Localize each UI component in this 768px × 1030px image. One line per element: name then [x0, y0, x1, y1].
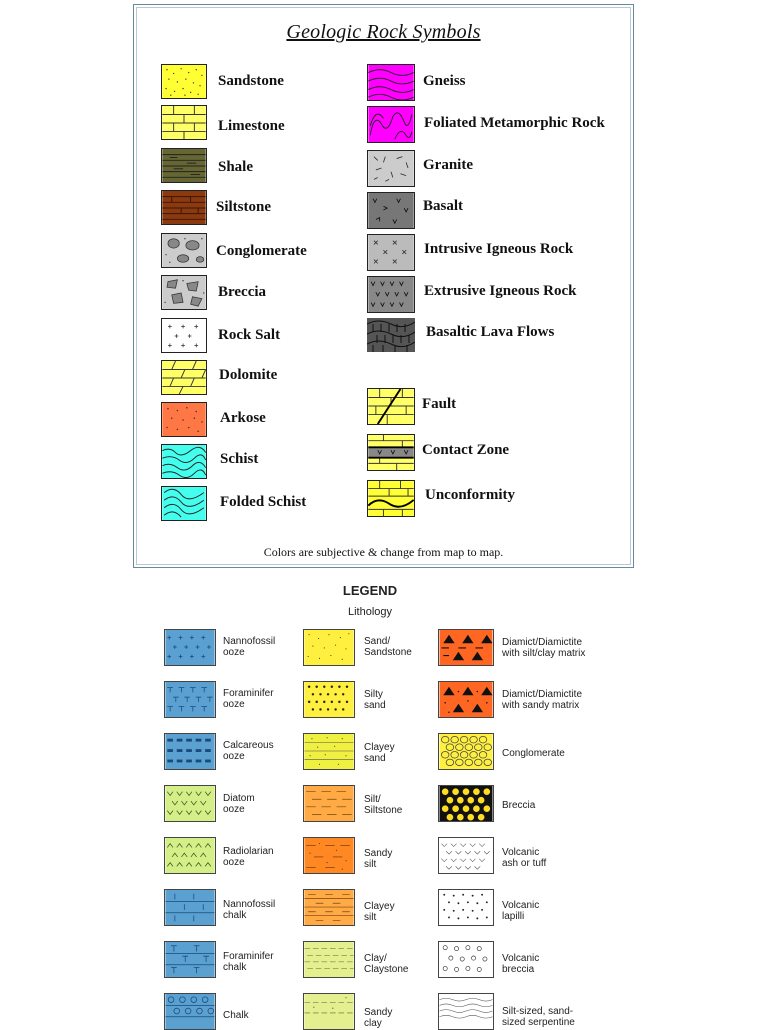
panel-title: Geologic Rock Symbols [286, 21, 481, 43]
legend-label: Contact Zone [422, 442, 510, 458]
lithology-label [502, 637, 632, 659]
label-line-2: Sandstone [364, 647, 412, 658]
breccia-symbol [161, 275, 207, 310]
fault-symbol [367, 388, 415, 425]
lithology-label [502, 847, 632, 869]
label-line-1: Calcareous [223, 740, 274, 751]
label-line-1: Volcanic [502, 953, 540, 964]
nannofossil-ooze-swatch [164, 629, 216, 666]
legend-label: Unconformity [425, 487, 515, 503]
clayey-sand-swatch [303, 733, 355, 770]
sand-sandstone-swatch [303, 629, 355, 666]
label-line-1: Sandy [364, 848, 393, 859]
panel-footnote: Colors are subjective & change from map to map. [263, 545, 504, 559]
label-line-1: Clay/ [364, 953, 387, 964]
conglomerate-swatch [438, 733, 494, 770]
legend-label: Basalt [423, 198, 464, 214]
basaltic-lava-flows-symbol [367, 318, 415, 352]
radiolarian-ooze-swatch [164, 837, 216, 874]
label-line-2: chalk [223, 962, 247, 973]
label-line-1: Volcanic [502, 900, 540, 911]
label-line-2: sand [364, 700, 386, 711]
dolomite-symbol [161, 360, 207, 395]
extrusive-igneous-rock-symbol [367, 276, 415, 313]
label-line-1: Diamict/Diamictite [502, 637, 583, 648]
label-line-1: Volcanic [502, 847, 540, 858]
label-line-1: Radiolarian [223, 846, 274, 857]
sandstone-symbol [161, 64, 207, 99]
legend-label: Arkose [220, 410, 266, 426]
lithology-label [502, 900, 632, 922]
shale-symbol [161, 148, 207, 183]
label-line-2: breccia [502, 964, 535, 975]
label-line-1: Conglomerate [502, 748, 565, 759]
label-line-2: Claystone [364, 964, 409, 975]
sandy-silt-swatch [303, 837, 355, 874]
conglomerate-symbol [161, 233, 207, 268]
label-line-2: clay [364, 1018, 382, 1029]
legend-label: Schist [220, 451, 259, 467]
calcareous-ooze-swatch [164, 733, 216, 770]
basalt-symbol [367, 192, 415, 229]
volcanic-breccia-swatch [438, 941, 494, 978]
granite-symbol [367, 150, 415, 187]
foraminifer-chalk-swatch [164, 941, 216, 978]
volcanic-ash-tuff-swatch [438, 837, 494, 874]
legend-label: Gneiss [423, 73, 466, 89]
silty-sand-swatch [303, 681, 355, 718]
serpentine-swatch [438, 993, 494, 1030]
label-line-1: Silt-sized, sand- [502, 1006, 574, 1017]
legend-label: Basaltic Lava Flows [426, 324, 555, 340]
label-line-1: Foraminifer [223, 951, 274, 962]
legend-label: Shale [218, 159, 254, 175]
label-line-1: Clayey [364, 742, 395, 753]
label-line-1: Silt/ [364, 794, 381, 805]
label-line-2: lapilli [502, 911, 525, 922]
lithology-label [502, 748, 632, 759]
lithology-legend-panel [0, 575, 768, 1029]
label-line-2: with sandy matrix [502, 700, 580, 711]
legend-label: Conglomerate [216, 243, 307, 259]
label-line-2: ooze [223, 804, 245, 815]
diamict-silt-clay-swatch [438, 629, 494, 666]
lithology-label [502, 1006, 632, 1028]
clayey-silt-swatch [303, 889, 355, 926]
intrusive-igneous-rock-symbol [367, 234, 415, 271]
foliated-metamorphic-rock-symbol [367, 106, 415, 143]
label-line-2: chalk [223, 910, 247, 921]
legend-label: Limestone [218, 118, 285, 134]
legend-label: Foliated Metamorphic Rock [424, 115, 605, 131]
legend-label: Breccia [218, 284, 267, 300]
label-line-2: ooze [223, 751, 245, 762]
legend-subheading: Lithology [347, 606, 393, 618]
legend-label: Rock Salt [218, 327, 281, 343]
lithology-label [502, 689, 632, 711]
legend-heading: LEGEND [342, 583, 398, 598]
label-line-1: Breccia [502, 800, 536, 811]
label-line-2: sand [364, 753, 386, 764]
label-line-2: ooze [223, 857, 245, 868]
label-line-1: Diatom [223, 793, 255, 804]
diamict-sandy-swatch [438, 681, 494, 718]
label-line-1: Chalk [223, 1010, 249, 1021]
label-line-2: Siltstone [364, 805, 403, 816]
volcanic-lapilli-swatch [438, 889, 494, 926]
lithology-label [502, 953, 632, 975]
label-line-1: Nannofossil [223, 899, 276, 910]
legend-label: Intrusive Igneous Rock [424, 241, 574, 257]
gneiss-symbol [367, 64, 415, 101]
legend-label: Dolomite [219, 367, 278, 383]
diatom-ooze-swatch [164, 785, 216, 822]
label-line-1: Foraminifer [223, 688, 274, 699]
rock-salt-symbol [161, 318, 207, 353]
silt-siltstone-swatch [303, 785, 355, 822]
nannofossil-chalk-swatch [164, 889, 216, 926]
clay-claystone-swatch [303, 941, 355, 978]
label-line-2: ash or tuff [502, 858, 547, 869]
label-line-2: sized serpentine [502, 1017, 575, 1028]
legend-label: Extrusive Igneous Rock [424, 283, 577, 299]
label-line-2: ooze [223, 699, 245, 710]
label-line-2: ooze [223, 647, 245, 658]
folded-schist-symbol [161, 486, 207, 521]
label-line-1: Nannofossil [223, 636, 276, 647]
rock-symbols-panel [133, 4, 634, 568]
schist-symbol [161, 444, 207, 479]
unconformity-symbol [367, 480, 415, 517]
label-line-2: silt [364, 912, 377, 923]
breccia-swatch [438, 785, 494, 822]
legend-label: Fault [422, 396, 457, 412]
label-line-1: Sand/ [364, 636, 391, 647]
siltstone-symbol [161, 190, 207, 225]
label-line-1: Diamict/Diamictite [502, 689, 583, 700]
legend-label: Folded Schist [220, 494, 307, 510]
chalk-swatch [164, 993, 216, 1030]
label-line-1: Clayey [364, 901, 395, 912]
arkose-symbol [161, 402, 207, 437]
limestone-symbol [161, 105, 207, 140]
foraminifer-ooze-swatch [164, 681, 216, 718]
label-line-1: Silty [364, 689, 383, 700]
label-line-1: Sandy [364, 1007, 393, 1018]
contact-zone-symbol [367, 434, 415, 471]
sandy-clay-swatch [303, 993, 355, 1030]
legend-label: Sandstone [218, 73, 284, 89]
label-line-2: silt [364, 859, 377, 870]
legend-label: Siltstone [216, 199, 272, 215]
lithology-label [502, 800, 632, 811]
legend-label: Granite [423, 157, 473, 173]
label-line-2: with silt/clay matrix [502, 648, 586, 659]
